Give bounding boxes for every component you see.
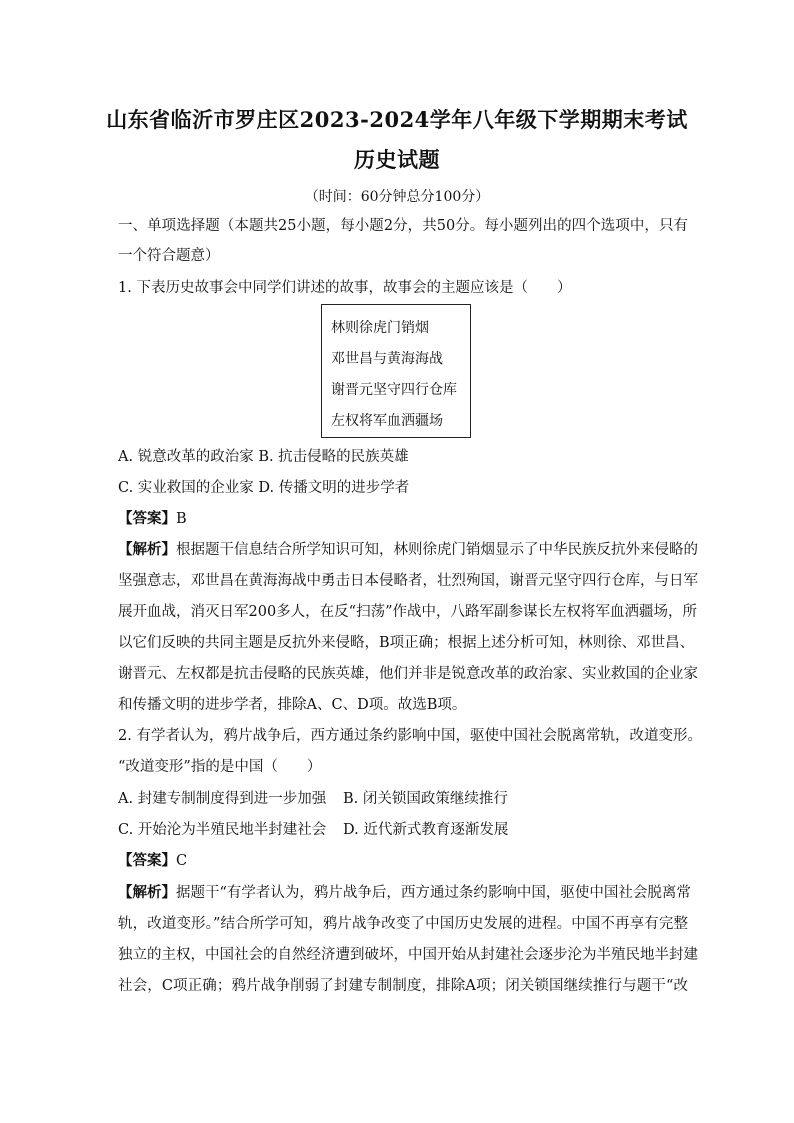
question-1-options-cd	[118, 478, 688, 498]
question-2-analysis-line: 社会，C项正确；鸦片战争削弱了封建专制制度，排除A项；闭关锁国继续推行与题干“改	[118, 978, 688, 994]
question-2-analysis-line: 轨，改道变形。”结合所学可知，鸦片战争改变了中国历史发展的进程。中国不再享有完整	[118, 916, 688, 932]
table-row: 林则徐虎门销烟	[331, 320, 429, 336]
question-2-options-cd	[118, 820, 688, 840]
exam-time-info: （时间：60分钟总分100分）	[304, 189, 490, 205]
section-heading-cont: 一个符合题意）	[118, 248, 220, 264]
analysis-text: 据题干“有学者认为，鸦片战争后，西方通过条约影响中国，驱使中国社会脱离常	[176, 885, 691, 901]
question-1-analysis-line: 以它们反映的共同主题是反抗外来侵略，B项正确；根据上述分析可知，林则徐、邓世昌、	[118, 635, 695, 651]
option-d: D. 传播文明的进步学者	[258, 480, 410, 496]
analysis-label: 【解析】	[118, 884, 176, 901]
question-2-options-ab	[118, 789, 688, 809]
question-2-analysis-line	[118, 883, 691, 903]
option-a: A. 锐意改革的政治家	[118, 449, 254, 465]
question-1-options-ab	[118, 447, 688, 467]
question-1-analysis-line: 展开血战，消灭日军200多人，在反“扫荡”作战中，八路军副参谋长左权将军血洒疆场，所	[118, 604, 697, 620]
question-2-analysis-line: 独立的主权，中国社会的自然经济遭到破坏，中国开始从封建社会逐步沦为半殖民地半封建	[118, 947, 698, 963]
option-b: B. 闭关锁国政策继续推行	[343, 791, 508, 807]
option-c: C. 开始沦为半殖民地半封建社会	[118, 822, 327, 838]
question-1-analysis-line: 和传播文明的进步学者，排除A、C、D项。故选B项。	[118, 697, 467, 713]
question-1-analysis-line	[118, 540, 698, 560]
question-1-table	[321, 304, 471, 438]
question-1-analysis-line: 坚强意志，邓世昌在黄海海战中勇击日本侵略者，壮烈殉国，谢晋元坚守四行仓库，与日军	[118, 573, 698, 589]
question-1-stem: 1. 下表历史故事会中同学们讲述的故事，故事会的主题应该是（ ）	[118, 280, 572, 296]
option-c: C. 实业救国的企业家	[118, 480, 254, 496]
answer-label: 【答案】	[118, 852, 176, 869]
question-2-stem: 2. 有学者认为，鸦片战争后，西方通过条约影响中国，驱使中国社会脱离常轨，改道变形。	[118, 728, 702, 744]
table-row: 邓世昌与黄海海战	[331, 351, 443, 367]
answer-label: 【答案】	[118, 510, 176, 527]
table-row: 左权将军血洒疆场	[331, 413, 443, 429]
option-a: A. 封建专制制度得到进一步加强	[118, 791, 327, 807]
analysis-text: 根据题干信息结合所学知识可知，林则徐虎门销烟显示了中华民族反抗外来侵略的	[176, 542, 698, 558]
answer-value: C	[176, 853, 188, 869]
question-2-stem-cont: “改道变形”指的是中国（ ）	[118, 759, 322, 775]
question-1-answer	[118, 509, 688, 529]
section-heading: 一、单项选择题（本题共25小题，每小题2分，共50分。每小题列出的四个选项中，只有	[118, 218, 688, 234]
question-1-analysis-line: 谢晋元、左权都是抗击侵略的民族英雄，他们并非是锐意改革的政治家、实业救国的企业家	[118, 666, 698, 682]
table-row: 谢晋元坚守四行仓库	[331, 382, 457, 398]
answer-value: B	[176, 511, 187, 527]
option-d: D. 近代新式教育逐渐发展	[343, 822, 509, 838]
option-b: B. 抗击侵略的民族英雄	[258, 449, 409, 465]
question-2-answer	[118, 851, 688, 871]
document-subject-title: 历史试题	[354, 147, 440, 172]
analysis-label: 【解析】	[118, 541, 176, 558]
document-title: 山东省临沂市罗庄区2023-2024学年八年级下学期期末考试	[106, 107, 688, 132]
